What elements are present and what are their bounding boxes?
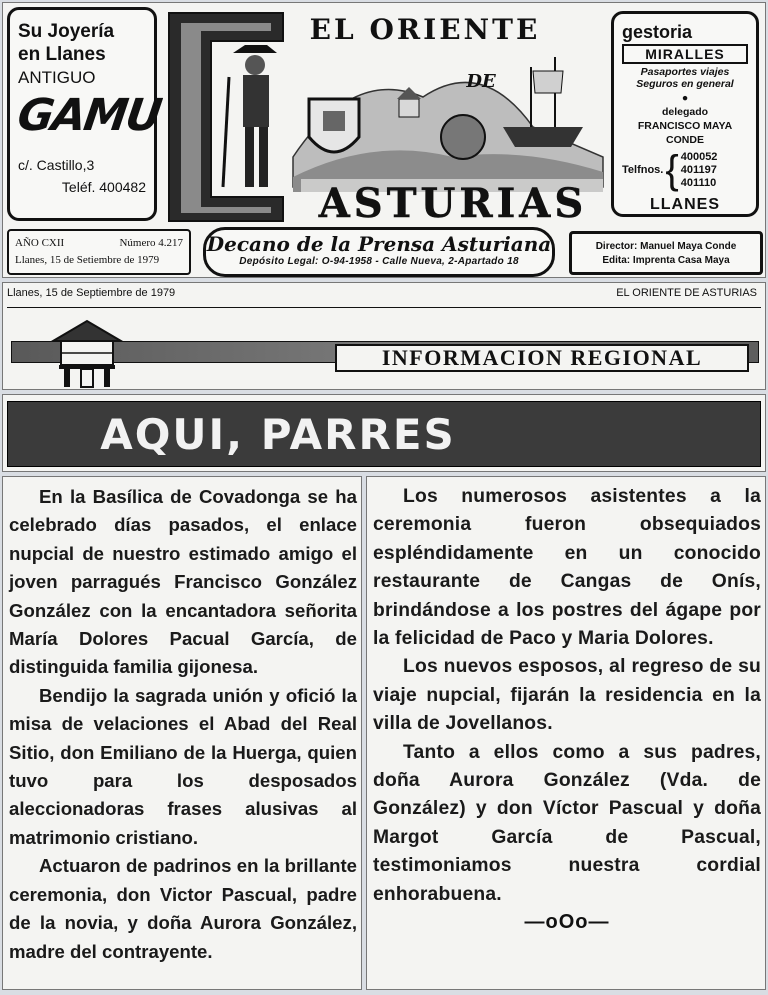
- title-top: EL ORIENTE: [309, 13, 541, 46]
- ad-line: Pasaportes viajes: [640, 66, 730, 78]
- headline-panel: [2, 394, 766, 472]
- newspaper-title-illustration: [163, 7, 607, 227]
- article-paragraph: Tanto a ellos como a sus padres, doña Aurora González (Vda. de González) y don Víctor Pascual y doña Margot García de Pascual, testimoniamos nuestra cordial enhorabuena.: [373, 741, 761, 905]
- director-info: [569, 231, 763, 275]
- phone-number: 400052: [680, 150, 718, 163]
- motto: Decano de la Prensa Asturiana: [206, 232, 552, 256]
- ad-line: CONDE: [666, 134, 704, 146]
- ad-line: Su Joyería: [18, 21, 115, 42]
- ad-line: en Llanes: [18, 44, 106, 65]
- headline: AQUI, PARRES: [100, 410, 456, 459]
- issue-number: Número 4.217: [119, 237, 183, 249]
- section-label: INFORMACION REGIONAL: [335, 344, 749, 372]
- headline-bar: [7, 401, 761, 467]
- ad-brand-logo: GAMU: [14, 90, 164, 141]
- bullet-icon: ●: [681, 92, 689, 104]
- ad-town: LLANES: [650, 196, 720, 213]
- ad-phone: Teléf. 400482: [61, 179, 146, 195]
- ad-line: gestoria: [622, 22, 693, 42]
- motto-banner: [203, 227, 555, 277]
- article-column-right: [366, 476, 766, 990]
- phone-number: 401110: [680, 176, 717, 189]
- article-column-left: [2, 476, 362, 990]
- ad-phones: [622, 150, 748, 190]
- brace-icon: {: [665, 148, 679, 192]
- phones-label: Telfnos.: [622, 164, 664, 176]
- divider: [7, 307, 761, 308]
- phone-numbers: [681, 151, 718, 190]
- ad-address: c/. Castillo,3: [18, 157, 95, 173]
- article-paragraph: Actuaron de padrinos en la brillante ceremonia, don Victor Pascual, padre de la novia, y doña Aurora González, madre del contrayente.: [9, 855, 357, 962]
- closing-mark: —oOo—: [524, 911, 610, 934]
- ad-line: delegado: [661, 106, 709, 118]
- title-mid: DE: [466, 71, 496, 92]
- ad-line: Seguros en general: [636, 78, 734, 90]
- ad-line: ANTIGUO: [18, 68, 96, 87]
- legal-notice: Depósito Legal: O-94-1958 - Calle Nueva, 2-Apartado 18: [239, 256, 519, 267]
- article-paragraph: Los numerosos asistentes a la ceremonia fueron obsequiados espléndidamente en un conocido restaurante de Cangas de Onís, brindándose a los postres del ágape por la felicidad de Paco y Maria Dolores.: [373, 486, 761, 650]
- ad-line: FRANCISCO MAYA: [637, 120, 733, 132]
- gestoria-advertisement: [611, 11, 759, 217]
- masthead: [2, 2, 766, 278]
- section-header: [2, 282, 766, 390]
- ad-brand: MIRALLES: [622, 44, 748, 64]
- horreo-icon: [51, 319, 123, 389]
- article-paragraph: En la Basílica de Covadonga se ha celebrado días pasados, el enlace nupcial de nuestro estimado amigo el joven parragués Francisco González González con la encantadora señorita María Dolores Pacual García, de distinguida familia gijonesa.: [9, 486, 357, 678]
- issue-year: AÑO CXII: [15, 237, 65, 249]
- director-line: Director: Manuel Maya Conde: [595, 241, 737, 252]
- publisher-line: Edita: Imprenta Casa Maya: [602, 255, 730, 266]
- article-paragraph: Los nuevos esposos, al regreso de su viaje nupcial, fijarán la residencia en la villa de Jovellanos.: [373, 656, 761, 735]
- article-paragraph: Bendijo la sagrada unión y ofició la misa de velaciones el Abad del Real Sitio, don Emiliano de la Huerga, quien tuvo para los desposados aleccionadoras frases alusivas al matrimonio cristiano.: [9, 684, 357, 848]
- jewelry-advertisement: [7, 7, 164, 221]
- publication-name: EL ORIENTE DE ASTURIAS: [616, 287, 757, 299]
- issue-date: Llanes, 15 de Setiembre de 1979: [15, 254, 160, 266]
- issue-info: [7, 229, 191, 275]
- dateline: Llanes, 15 de Septiembre de 1979: [7, 287, 176, 299]
- title-bottom: ASTURIAS: [318, 180, 588, 227]
- phone-number: 401197: [680, 163, 717, 176]
